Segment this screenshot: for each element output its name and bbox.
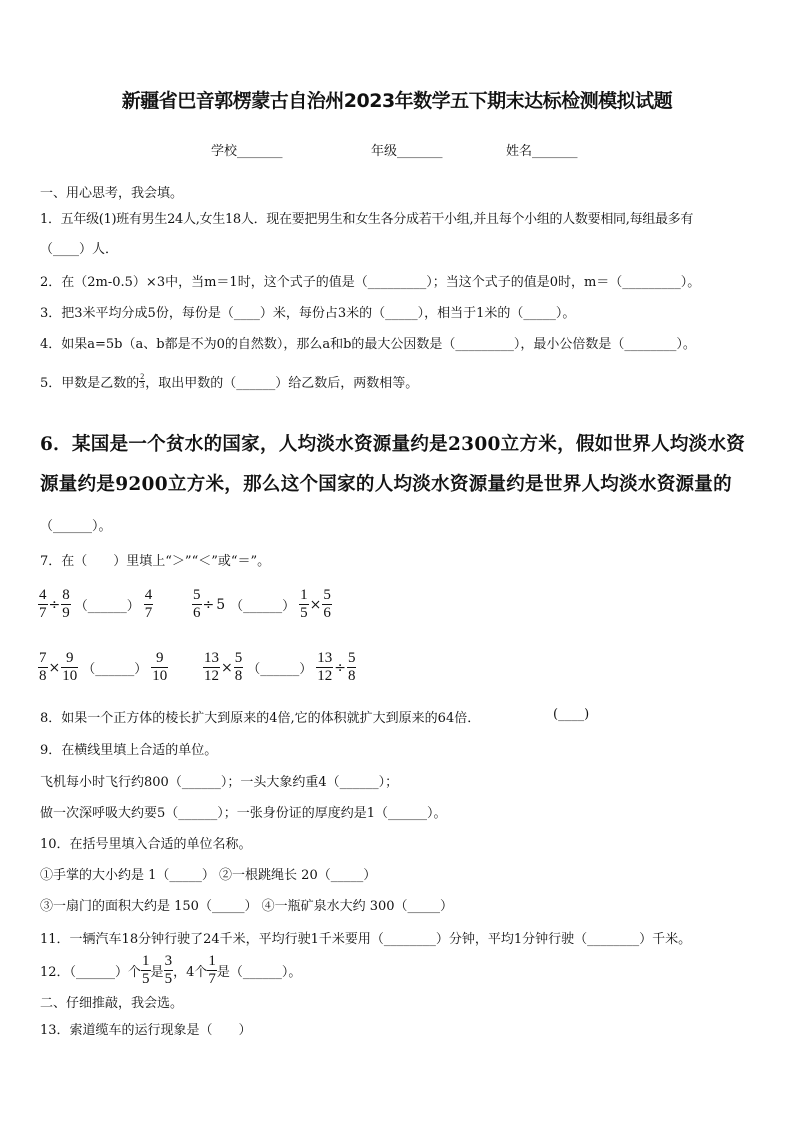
- q5-frac-den: 3: [140, 381, 145, 390]
- fraction: $\frac{4}{7}$: [144, 587, 153, 621]
- question-5: [40, 372, 418, 391]
- fraction: $\frac{3}{5}$: [164, 953, 173, 987]
- fraction: $\frac{8}{9}$: [62, 587, 70, 621]
- fraction: $\frac{5}{6}$: [193, 587, 201, 621]
- question-8: 8．如果一个正方体的棱长扩大到原来的4倍,它的体积就扩大到原来的64倍．: [40, 711, 481, 726]
- question-8-answer[interactable]: (____): [553, 707, 590, 722]
- divide-sign: ÷: [48, 596, 61, 613]
- question-12: [40, 953, 301, 988]
- q7-item-1: [38, 587, 153, 622]
- divide-sign: ÷: [334, 659, 346, 676]
- multiply-sign: ×: [221, 659, 233, 676]
- name-field[interactable]: 姓名_______: [506, 144, 578, 159]
- divide-sign: ÷: [202, 596, 215, 613]
- fraction: $\frac{1}{5}$: [300, 587, 308, 621]
- fraction: $\frac{13}{12}$: [317, 650, 333, 684]
- q7-item-4: [203, 650, 356, 685]
- section-1-heading: 一、用心思考，我会填。: [40, 186, 184, 201]
- fraction: $\frac{1}{7}$: [208, 953, 216, 987]
- q7-blank[interactable]: （______）: [230, 599, 296, 614]
- question-9: 9．在横线里填上合适的单位。: [40, 743, 218, 758]
- integer: 5: [216, 596, 226, 613]
- question-11: 11．一辆汽车18分钟行驶了24千米，平均行驶1千米要用（________）分钟，平均1分钟行驶（________）千米。: [40, 932, 692, 947]
- page-title: 新疆省巴音郭楞蒙古自治州2023年数学五下期末达标检测模拟试题: [121, 90, 673, 112]
- question-6-line2: 源量约是9200立方米，那么这个国家的人均淡水资源量约是世界人均淡水资源量的: [40, 474, 732, 495]
- section-2-heading: 二、仔细推敲，我会选。: [40, 996, 184, 1011]
- multiply-sign: ×: [48, 659, 61, 676]
- q7-item-3: [38, 650, 168, 685]
- question-3: 3．把3米平均分成5份，每份是（____）米，每份占3米的（_____），相当于1米的（_____）。: [40, 306, 576, 321]
- q5-frac-num: 2: [140, 372, 145, 381]
- question-4: 4．如果a=5b（a、b都是不为0的自然数），那么a和b的最大公因数是（_________），最小公倍数是（________）。: [40, 337, 696, 352]
- school-field[interactable]: 学校_______: [211, 144, 283, 159]
- question-9-line2: 做一次深呼吸大约要5（______）；一张身份证的厚度约是1（______）。: [40, 806, 447, 821]
- question-10-line1: ①手掌的大小约是 1（_____） ②一根跳绳长 20（_____）: [40, 868, 377, 883]
- fraction: $\frac{1}{5}$: [142, 953, 150, 987]
- q12-text: 是（______）。: [216, 965, 302, 980]
- question-6-line1: 6．某国是一个贫水的国家，人均淡水资源量约是2300立方米，假如世界人均淡水资: [40, 434, 746, 455]
- fraction: $\frac{9}{10}$: [62, 650, 78, 684]
- fraction: $\frac{5}{8}$: [347, 650, 356, 684]
- q7-blank[interactable]: （______）: [247, 662, 313, 677]
- q5-text-post: ，取出甲数的（______）给乙数后，两数相等。: [145, 376, 419, 391]
- grade-field[interactable]: 年级_______: [371, 144, 443, 159]
- multiply-sign: ×: [309, 596, 322, 613]
- q7-blank[interactable]: （______）: [82, 662, 148, 677]
- fraction: $\frac{9}{10}$: [152, 650, 168, 684]
- question-1-answer: （____）人．: [40, 242, 119, 257]
- q12-text: ，4个: [173, 965, 208, 980]
- question-7: 7．在（ ）里填上“＞”“＜”或“＝”。: [40, 554, 271, 569]
- question-9-line1: 飞机每小时飞行约800（______）；一头大象约重4（______）；: [40, 775, 399, 790]
- q12-text: 12．（______）个: [40, 965, 142, 980]
- fraction: $\frac{13}{12}$: [204, 650, 219, 684]
- fraction: $\frac{7}{8}$: [39, 650, 47, 684]
- question-6-answer: （______）。: [40, 519, 112, 534]
- q7-item-2: [192, 587, 332, 622]
- fraction: $\frac{5}{8}$: [234, 650, 243, 684]
- question-10: 10．在括号里填入合适的单位名称。: [40, 837, 252, 852]
- q5-text: 5．甲数是乙数的: [40, 376, 140, 391]
- q12-text: 是: [150, 965, 164, 980]
- question-13: 13．索道缆车的运行现象是（ ）: [40, 1023, 252, 1038]
- fraction: $\frac{4}{7}$: [39, 587, 47, 621]
- q7-blank[interactable]: （______）: [74, 599, 140, 614]
- question-2: 2．在（2m-0.5）×3中，当m＝1时，这个式子的值是（_________）；当这个式子的值是0时，m＝（_________）。: [40, 275, 701, 290]
- fraction: $\frac{5}{6}$: [323, 587, 331, 621]
- question-10-line2: ③一扇门的面积大约是 150（_____） ④一瓶矿泉水大约 300（_____）: [40, 899, 454, 914]
- question-1: 1．五年级(1)班有男生24人,女生18人．现在要把男生和女生各分成若干小组,并且每个小组的人数要相同,每组最多有: [40, 212, 694, 227]
